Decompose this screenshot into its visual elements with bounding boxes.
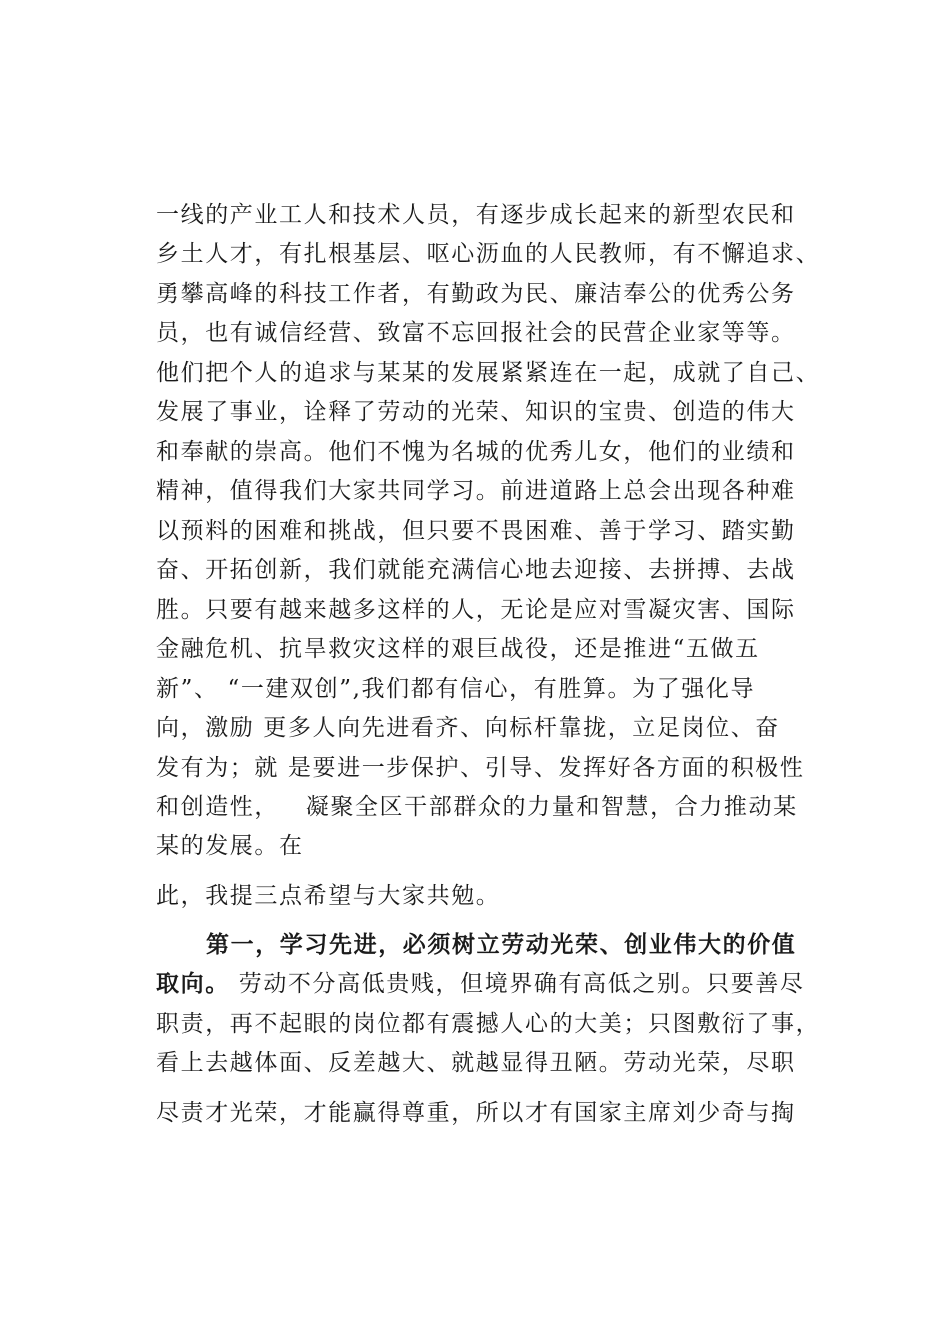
text-line: 职责，再不起眼的岗位都有震撼人心的大美；只图敷衍了事， <box>156 1011 821 1037</box>
text-line: 某的发展。在 <box>156 833 304 859</box>
text-line: 尽责才光荣，才能赢得尊重，所以才有国家主席刘少奇与掏 <box>156 1100 796 1126</box>
text-line: 乡土人才，有扎根基层、呕心沥血的人民教师，有不懈追求、 <box>156 241 821 267</box>
text-line: 看上去越体面、反差越大、就越显得丑陋。劳动光荣，尽职 <box>156 1050 796 1076</box>
text-line: 新”、 “一建双创”,我们都有信心，有胜算。为了强化导 <box>156 676 756 702</box>
text-line: 发展了事业，诠释了劳动的光荣、知识的宝贵、创造的伟大 <box>156 399 796 425</box>
text-line: 他们把个人的追求与某某的发展紧紧连在一起，成就了自己、 <box>156 360 821 386</box>
text-span: 劳动不分高低贵贱，但境界确有高低之别。只要善尽 <box>229 971 805 997</box>
section-heading-end: 取向。 <box>156 970 230 997</box>
text-line: 一线的产业工人和技术人员，有逐步成长起来的新型农民和 <box>156 202 796 228</box>
text-line: 奋、开拓创新，我们就能充满信心地去迎接、去拼搏、去战 <box>156 557 796 583</box>
text-line: 向，激励 更多人向先进看齐、向标杆靠拢，立足岗位、奋 <box>156 715 780 741</box>
text-line: 此，我提三点希望与大家共勉。 <box>156 883 501 909</box>
text-line: 发有为；就 是要进一步保护、引导、发挥好各方面的积极性 <box>156 755 805 781</box>
text-line: 金融危机、抗旱救灾这样的艰巨战役，还是推进“五做五 <box>156 636 760 662</box>
section-heading: 第一，学习先进，必须树立劳动光荣、创业伟大的价值 <box>206 931 797 958</box>
text-line: 精神，值得我们大家共同学习。前进道路上总会出现各种难 <box>156 478 796 504</box>
text-line: 和创造性， 凝聚全区干部群众的力量和智慧，合力推动某 <box>156 794 798 820</box>
text-line: 和奉献的崇高。他们不愧为名城的优秀儿女，他们的业绩和 <box>156 439 796 465</box>
text-line <box>156 969 836 999</box>
text-line: 勇攀高峰的科技工作者，有勤政为民、廉洁奉公的优秀公务 <box>156 281 796 307</box>
text-line: 员，也有诚信经营、致富不忘回报社会的民营企业家等等。 <box>156 320 796 346</box>
text-line: 以预料的困难和挑战，但只要不畏困难、善于学习、踏实勤 <box>156 518 796 544</box>
text-line: 胜。只要有越来越多这样的人，无论是应对雪凝灾害、国际 <box>156 597 796 623</box>
